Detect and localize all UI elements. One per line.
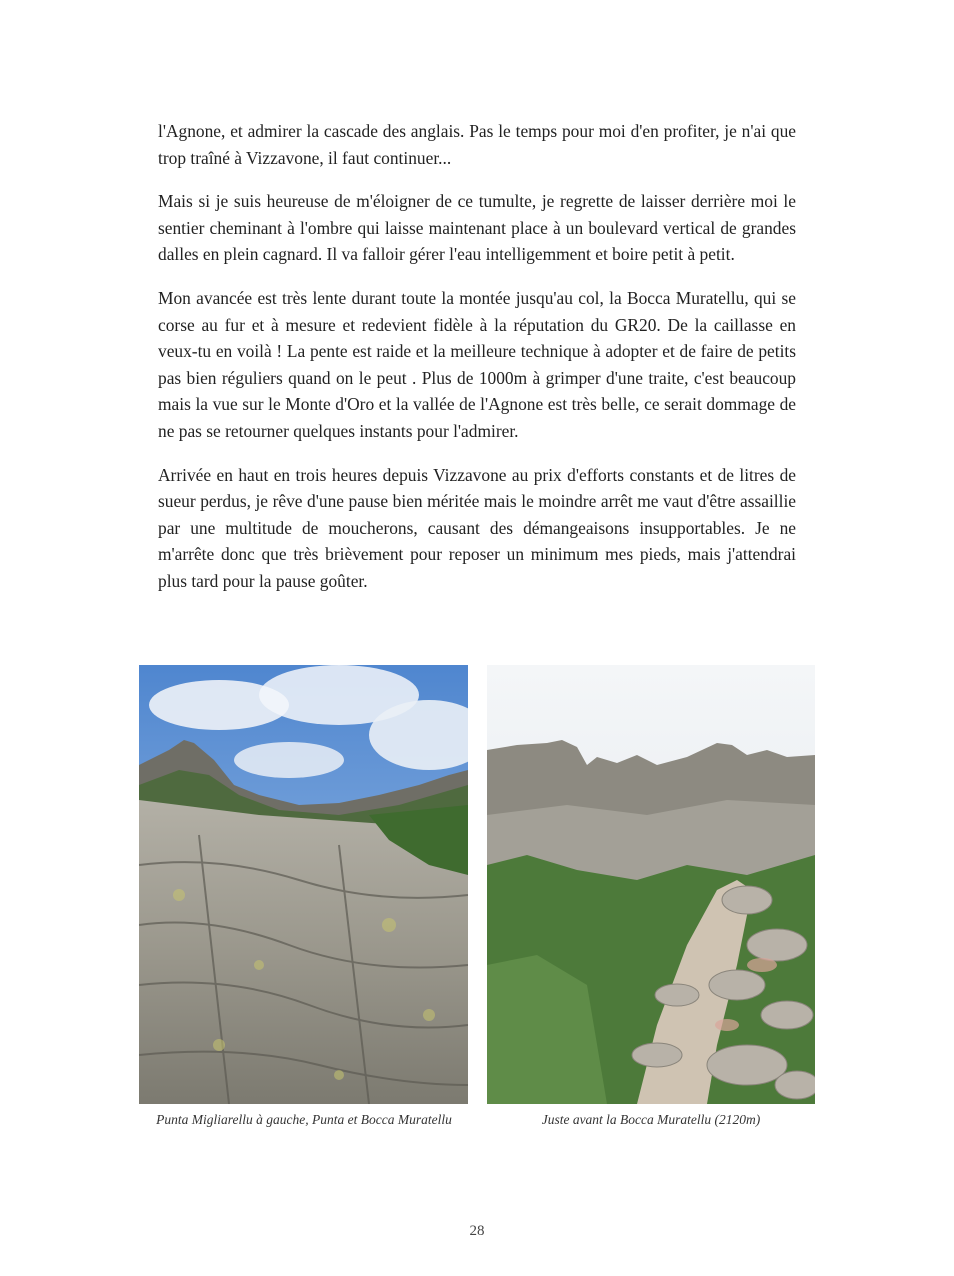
photo-granite-slabs <box>139 665 468 1104</box>
body-text <box>158 118 796 612</box>
paragraph: Mais si je suis heureuse de m'éloigner de ce tumulte, je regrette de laisser derrière moi le sentier cheminant à l'ombre qui laisse maintenant place à un boulevard vertical de grandes dalles en plein cagnard. Il va falloir gérer l'eau intelligemment et boire petit à petit. <box>158 191 796 265</box>
page-number: 28 <box>469 1223 485 1239</box>
paragraph: Mon avancée est très lente durant toute la montée jusqu'au col, la Bocca Muratellu, qui se corse au fur et à mesure et redevient fidèle à la réputation du GR20. De la caillasse en veux-tu en voilà ! La pente est raide et la meilleure technique à adopter et de faire de petits pas bien réguliers quand on le peut . Plus de 1000m à grimper d'une traite, c'est beaucoup mais la vue sur le Monte d'Oro et la vallée de l'Agnone est très belle, ce serait dommage de ne pas se retourner quelques instants pour l'admirer. <box>158 287 796 441</box>
photo-caption: Punta Migliarellu à gauche, Punta et Bocca Muratellu <box>156 1112 452 1127</box>
photo-rocky-trail <box>487 665 815 1104</box>
photo-caption: Juste avant la Bocca Muratellu (2120m) <box>541 1112 761 1127</box>
paragraph: l'Agnone, et admirer la cascade des anglais. Pas le temps pour moi d'en profiter, je n'ai que trop traîné à Vizzavone, il faut continuer... <box>158 121 796 168</box>
paragraph: Arrivée en haut en trois heures depuis Vizzavone au prix d'efforts constants et de litres de sueur perdus, je rêve d'une pause bien méritée mais le moindre arrêt me vaut d'être assaillie par une multitude de moucherons, causant des démangeaisons insupportables. Je ne m'arrête donc que très brièvement pour reposer un minimum mes pieds, mais j'attendrai plus tard pour la pause goûter. <box>158 464 796 591</box>
